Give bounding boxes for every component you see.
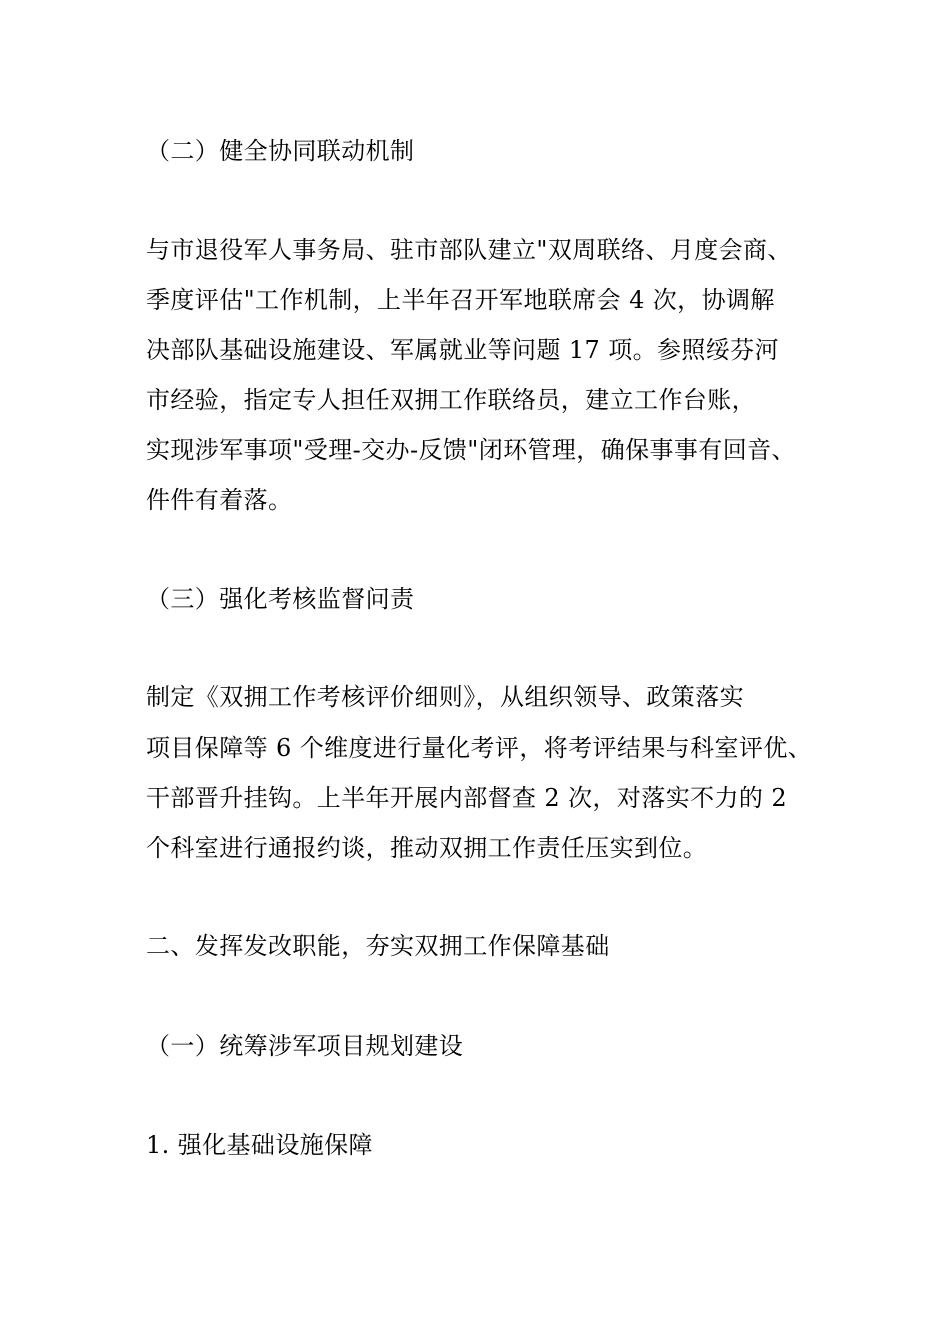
paragraph-line: 件件有着落。 bbox=[146, 486, 293, 514]
subsection-heading: （一）统筹涉军项目规划建设 bbox=[146, 1032, 464, 1060]
paragraph-line: 干部晋升挂钩。上半年开展内部督查 2 次，对落实不力的 2 bbox=[146, 784, 788, 812]
paragraph-line: 实现涉军事项"受理-交办-反馈"闭环管理，确保事事有回音、 bbox=[146, 436, 796, 464]
paragraph-line: 季度评估"工作机制，上半年召开军地联席会 4 次，协调解 bbox=[146, 286, 775, 314]
paragraph-line: 与市退役军人事务局、驻市部队建立"双周联络、月度会商、 bbox=[146, 236, 792, 264]
paragraph-line: 决部队基础设施建设、军属就业等问题 17 项。参照绥芬河 bbox=[146, 336, 779, 364]
paragraph-line: 个科室进行通报约谈，推动双拥工作责任压实到位。 bbox=[146, 834, 708, 862]
section-heading: 二、发挥发改职能，夯实双拥工作保障基础 bbox=[146, 932, 610, 960]
paragraph-line: 市经验，指定专人担任双拥工作联络员，建立工作台账， bbox=[146, 386, 756, 414]
item-heading: 1. 强化基础设施保障 bbox=[146, 1131, 373, 1159]
paragraph-line: 项目保障等 6 个维度进行量化考评，将考评结果与科室评优、 bbox=[146, 734, 813, 762]
paragraph-line: 制定《双拥工作考核评价细则》，从组织领导、政策落实 bbox=[146, 683, 744, 711]
subsection-heading: （三）强化考核监督问责 bbox=[146, 585, 415, 613]
subsection-heading: （二）健全协同联动机制 bbox=[146, 137, 415, 165]
